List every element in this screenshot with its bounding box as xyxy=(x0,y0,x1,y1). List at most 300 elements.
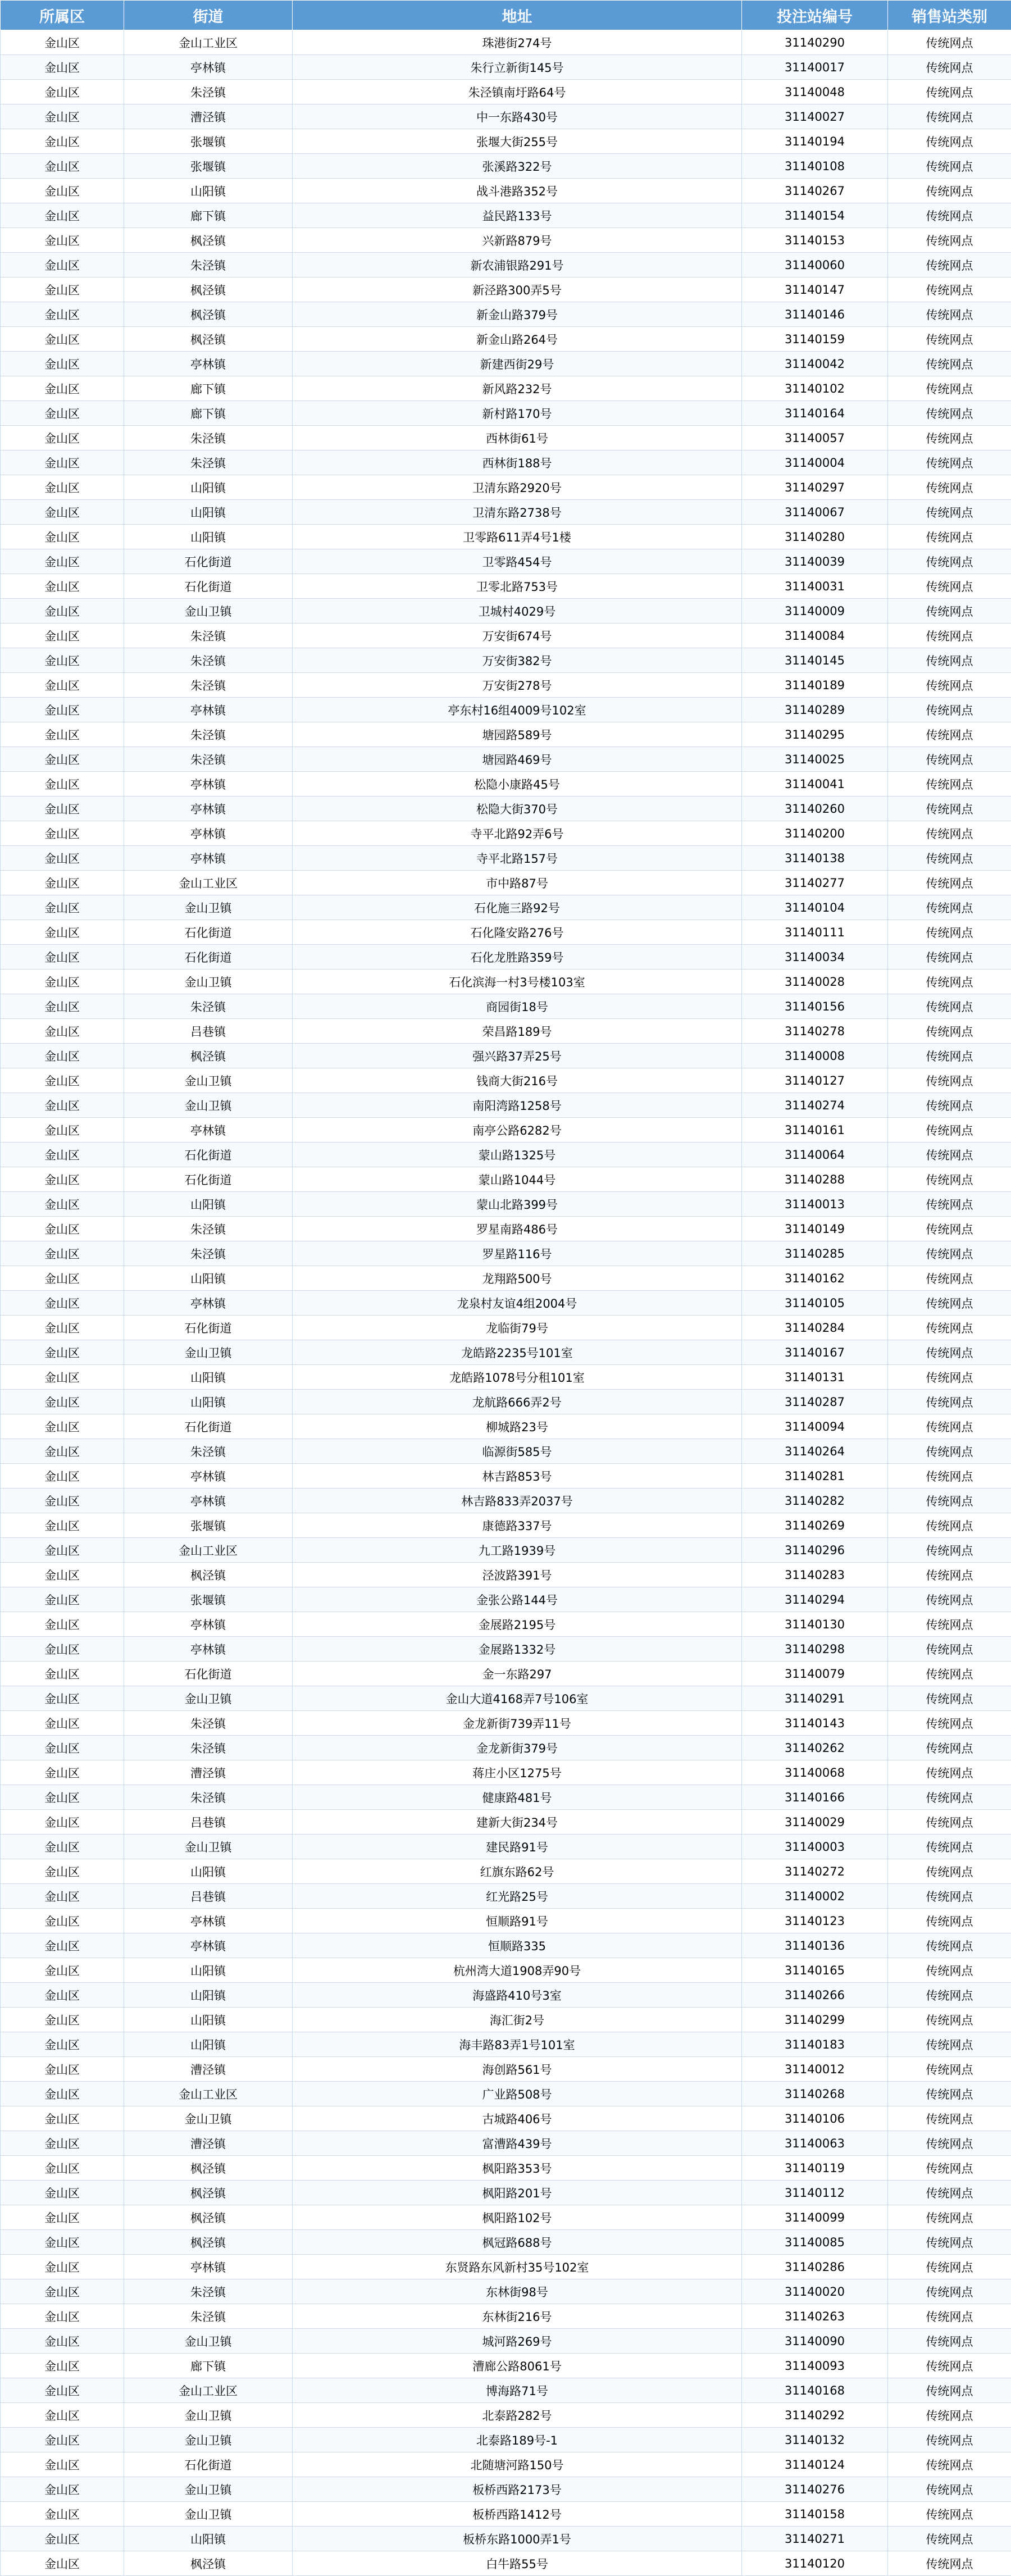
cell-street: 金山卫镇 xyxy=(124,970,293,994)
cell-street: 亭林镇 xyxy=(124,352,293,376)
table-row xyxy=(1,1365,1011,1390)
cell-station-id: 31140271 xyxy=(742,2527,888,2551)
cell-station-id: 31140299 xyxy=(742,2008,888,2032)
cell-station-type: 传统网点 xyxy=(888,747,1011,772)
cell-station-type: 传统网点 xyxy=(888,1612,1011,1637)
cell-street: 朱泾镇 xyxy=(124,722,293,747)
cell-address: 林吉路853号 xyxy=(293,1464,742,1489)
cell-station-id: 31140283 xyxy=(742,1563,888,1587)
cell-district: 金山区 xyxy=(1,648,124,673)
cell-station-id: 31140039 xyxy=(742,549,888,574)
table-row xyxy=(1,994,1011,1019)
table-row xyxy=(1,1266,1011,1291)
cell-station-type: 传统网点 xyxy=(888,1587,1011,1612)
cell-station-type: 传统网点 xyxy=(888,2106,1011,2131)
cell-address: 卫清东路2738号 xyxy=(293,500,742,525)
cell-district: 金山区 xyxy=(1,302,124,327)
table-row xyxy=(1,1316,1011,1340)
cell-district: 金山区 xyxy=(1,2255,124,2279)
table-row xyxy=(1,945,1011,970)
cell-station-type: 传统网点 xyxy=(888,1390,1011,1414)
cell-station-id: 31140147 xyxy=(742,277,888,302)
table-row xyxy=(1,1612,1011,1637)
cell-district: 金山区 xyxy=(1,2032,124,2057)
cell-address: 万安街674号 xyxy=(293,623,742,648)
cell-street: 朱泾镇 xyxy=(124,1711,293,1736)
cell-station-id: 31140064 xyxy=(742,1143,888,1167)
cell-station-id: 31140276 xyxy=(742,2477,888,2502)
cell-district: 金山区 xyxy=(1,1340,124,1365)
cell-station-id: 31140288 xyxy=(742,1167,888,1192)
cell-address: 万安街278号 xyxy=(293,673,742,698)
cell-station-id: 31140120 xyxy=(742,2551,888,2576)
cell-station-id: 31140274 xyxy=(742,1093,888,1118)
table-row xyxy=(1,549,1011,574)
cell-address: 建新大街234号 xyxy=(293,1810,742,1835)
table-row xyxy=(1,1983,1011,2008)
cell-address: 枫冠路688号 xyxy=(293,2230,742,2255)
cell-district: 金山区 xyxy=(1,1316,124,1340)
cell-street: 枫泾镇 xyxy=(124,302,293,327)
cell-station-type: 传统网点 xyxy=(888,945,1011,970)
table-row xyxy=(1,2131,1011,2156)
cell-station-id: 31140154 xyxy=(742,203,888,228)
cell-station-id: 31140284 xyxy=(742,1316,888,1340)
cell-station-id: 31140286 xyxy=(742,2255,888,2279)
cell-station-type: 传统网点 xyxy=(888,2205,1011,2230)
cell-station-id: 31140267 xyxy=(742,179,888,203)
table-row xyxy=(1,1464,1011,1489)
cell-station-type: 传统网点 xyxy=(888,673,1011,698)
cell-station-type: 传统网点 xyxy=(888,525,1011,549)
cell-street: 山阳镇 xyxy=(124,1192,293,1217)
cell-district: 金山区 xyxy=(1,2082,124,2106)
cell-street: 山阳镇 xyxy=(124,500,293,525)
table-row xyxy=(1,2378,1011,2403)
cell-street: 石化街道 xyxy=(124,920,293,945)
cell-station-id: 31140200 xyxy=(742,821,888,846)
cell-station-type: 传统网点 xyxy=(888,277,1011,302)
cell-street: 吕巷镇 xyxy=(124,1810,293,1835)
table-row xyxy=(1,55,1011,80)
cell-district: 金山区 xyxy=(1,698,124,722)
cell-district: 金山区 xyxy=(1,1044,124,1068)
cell-street: 枫泾镇 xyxy=(124,277,293,302)
cell-district: 金山区 xyxy=(1,945,124,970)
cell-station-id: 31140194 xyxy=(742,129,888,154)
cell-station-type: 传统网点 xyxy=(888,2304,1011,2329)
cell-district: 金山区 xyxy=(1,352,124,376)
table-row xyxy=(1,2008,1011,2032)
cell-station-id: 31140294 xyxy=(742,1587,888,1612)
cell-street: 山阳镇 xyxy=(124,1365,293,1390)
cell-station-id: 31140145 xyxy=(742,648,888,673)
cell-station-type: 传统网点 xyxy=(888,376,1011,401)
cell-station-type: 传统网点 xyxy=(888,302,1011,327)
cell-address: 西林街61号 xyxy=(293,426,742,450)
cell-address: 板桥西路2173号 xyxy=(293,2477,742,2502)
table-row xyxy=(1,1414,1011,1439)
cell-district: 金山区 xyxy=(1,179,124,203)
cell-station-id: 31140295 xyxy=(742,722,888,747)
header-station-id: 投注站编号 xyxy=(742,1,888,30)
table-row xyxy=(1,574,1011,599)
cell-station-type: 传统网点 xyxy=(888,2452,1011,2477)
cell-station-type: 传统网点 xyxy=(888,2131,1011,2156)
cell-street: 石化街道 xyxy=(124,1414,293,1439)
cell-address: 龙泉村友谊4组2004号 xyxy=(293,1291,742,1316)
table-row xyxy=(1,1810,1011,1835)
cell-district: 金山区 xyxy=(1,154,124,179)
cell-station-type: 传统网点 xyxy=(888,1983,1011,2008)
cell-street: 枫泾镇 xyxy=(124,2205,293,2230)
table-row xyxy=(1,80,1011,104)
cell-station-id: 31140106 xyxy=(742,2106,888,2131)
cell-address: 龙翔路500号 xyxy=(293,1266,742,1291)
cell-street: 漕泾镇 xyxy=(124,104,293,129)
cell-station-type: 传统网点 xyxy=(888,1538,1011,1563)
cell-district: 金山区 xyxy=(1,1118,124,1143)
cell-address: 石化滨海一村3号楼103室 xyxy=(293,970,742,994)
cell-district: 金山区 xyxy=(1,1859,124,1884)
cell-station-id: 31140017 xyxy=(742,55,888,80)
cell-station-type: 传统网点 xyxy=(888,1093,1011,1118)
table-row xyxy=(1,2403,1011,2428)
cell-address: 朱泾镇南圩路64号 xyxy=(293,80,742,104)
cell-address: 康德路337号 xyxy=(293,1513,742,1538)
cell-address: 金展路2195号 xyxy=(293,1612,742,1637)
cell-district: 金山区 xyxy=(1,846,124,871)
cell-address: 西林街188号 xyxy=(293,450,742,475)
cell-station-type: 传统网点 xyxy=(888,203,1011,228)
cell-station-id: 31140031 xyxy=(742,574,888,599)
cell-station-type: 传统网点 xyxy=(888,1143,1011,1167)
table-row xyxy=(1,1958,1011,1983)
cell-address: 金龙新街379号 xyxy=(293,1736,742,1760)
cell-station-id: 31140012 xyxy=(742,2057,888,2082)
cell-address: 恒顺路91号 xyxy=(293,1909,742,1933)
cell-station-id: 31140162 xyxy=(742,1266,888,1291)
cell-address: 建民路91号 xyxy=(293,1835,742,1859)
cell-district: 金山区 xyxy=(1,2329,124,2354)
header-row xyxy=(1,1,1011,30)
table-row xyxy=(1,1390,1011,1414)
table-row xyxy=(1,920,1011,945)
cell-address: 中一东路430号 xyxy=(293,104,742,129)
cell-street: 山阳镇 xyxy=(124,1390,293,1414)
cell-district: 金山区 xyxy=(1,1835,124,1859)
table-row xyxy=(1,2205,1011,2230)
cell-address: 龙临街79号 xyxy=(293,1316,742,1340)
cell-address: 枫阳路201号 xyxy=(293,2181,742,2205)
cell-district: 金山区 xyxy=(1,2428,124,2452)
cell-street: 朱泾镇 xyxy=(124,450,293,475)
cell-district: 金山区 xyxy=(1,1464,124,1489)
cell-station-id: 31140168 xyxy=(742,2378,888,2403)
table-row xyxy=(1,1118,1011,1143)
cell-station-type: 传统网点 xyxy=(888,2378,1011,2403)
cell-address: 枫阳路353号 xyxy=(293,2156,742,2181)
table-row xyxy=(1,1587,1011,1612)
table-row xyxy=(1,401,1011,426)
cell-address: 金展路1332号 xyxy=(293,1637,742,1662)
cell-street: 石化街道 xyxy=(124,1316,293,1340)
cell-district: 金山区 xyxy=(1,2304,124,2329)
cell-street: 枫泾镇 xyxy=(124,1044,293,1068)
cell-station-id: 31140085 xyxy=(742,2230,888,2255)
cell-district: 金山区 xyxy=(1,228,124,253)
cell-address: 寺平北路157号 xyxy=(293,846,742,871)
cell-station-id: 31140112 xyxy=(742,2181,888,2205)
cell-street: 亭林镇 xyxy=(124,1291,293,1316)
cell-address: 泾波路391号 xyxy=(293,1563,742,1587)
cell-street: 金山卫镇 xyxy=(124,1835,293,1859)
cell-street: 朱泾镇 xyxy=(124,1439,293,1464)
table-row xyxy=(1,1513,1011,1538)
cell-station-type: 传统网点 xyxy=(888,722,1011,747)
table-row xyxy=(1,1068,1011,1093)
cell-street: 金山工业区 xyxy=(124,2082,293,2106)
cell-address: 松隐小康路45号 xyxy=(293,772,742,797)
table-row xyxy=(1,2502,1011,2527)
cell-station-type: 传统网点 xyxy=(888,1686,1011,1711)
cell-station-type: 传统网点 xyxy=(888,1019,1011,1044)
cell-station-type: 传统网点 xyxy=(888,821,1011,846)
cell-district: 金山区 xyxy=(1,2403,124,2428)
cell-station-id: 31140063 xyxy=(742,2131,888,2156)
cell-street: 朱泾镇 xyxy=(124,253,293,277)
table-row xyxy=(1,599,1011,623)
cell-station-type: 传统网点 xyxy=(888,1662,1011,1686)
cell-station-type: 传统网点 xyxy=(888,1044,1011,1068)
cell-station-type: 传统网点 xyxy=(888,871,1011,895)
cell-station-type: 传统网点 xyxy=(888,401,1011,426)
cell-address: 新建西街29号 xyxy=(293,352,742,376)
cell-street: 亭林镇 xyxy=(124,846,293,871)
table-row xyxy=(1,1909,1011,1933)
cell-district: 金山区 xyxy=(1,2477,124,2502)
cell-street: 枫泾镇 xyxy=(124,2230,293,2255)
table-row xyxy=(1,1785,1011,1810)
cell-street: 亭林镇 xyxy=(124,1489,293,1513)
cell-district: 金山区 xyxy=(1,1513,124,1538)
cell-district: 金山区 xyxy=(1,599,124,623)
table-row xyxy=(1,1241,1011,1266)
table-row xyxy=(1,277,1011,302)
cell-district: 金山区 xyxy=(1,1711,124,1736)
table-row xyxy=(1,1489,1011,1513)
cell-address: 亭东村16组4009号102室 xyxy=(293,698,742,722)
cell-street: 漕泾镇 xyxy=(124,2131,293,2156)
cell-street: 金山工业区 xyxy=(124,871,293,895)
table-row xyxy=(1,1736,1011,1760)
cell-address: 龙皓路1078号分租101室 xyxy=(293,1365,742,1390)
table-row xyxy=(1,1662,1011,1686)
cell-district: 金山区 xyxy=(1,1439,124,1464)
cell-district: 金山区 xyxy=(1,747,124,772)
cell-district: 金山区 xyxy=(1,1810,124,1835)
cell-address: 广业路508号 xyxy=(293,2082,742,2106)
cell-district: 金山区 xyxy=(1,1736,124,1760)
table-row xyxy=(1,1563,1011,1587)
cell-street: 亭林镇 xyxy=(124,1464,293,1489)
cell-district: 金山区 xyxy=(1,55,124,80)
cell-station-type: 传统网点 xyxy=(888,1933,1011,1958)
table-row xyxy=(1,2106,1011,2131)
cell-station-type: 传统网点 xyxy=(888,648,1011,673)
table-row xyxy=(1,525,1011,549)
cell-district: 金山区 xyxy=(1,2131,124,2156)
cell-station-type: 传统网点 xyxy=(888,475,1011,500)
table-row xyxy=(1,1192,1011,1217)
cell-district: 金山区 xyxy=(1,426,124,450)
cell-address: 石化隆安路276号 xyxy=(293,920,742,945)
cell-district: 金山区 xyxy=(1,2181,124,2205)
cell-district: 金山区 xyxy=(1,1266,124,1291)
cell-address: 卫清东路2920号 xyxy=(293,475,742,500)
cell-district: 金山区 xyxy=(1,549,124,574)
cell-station-type: 传统网点 xyxy=(888,2057,1011,2082)
cell-street: 石化街道 xyxy=(124,945,293,970)
cell-address: 海创路561号 xyxy=(293,2057,742,2082)
cell-address: 塘园路469号 xyxy=(293,747,742,772)
cell-station-type: 传统网点 xyxy=(888,2354,1011,2378)
cell-station-type: 传统网点 xyxy=(888,549,1011,574)
table-row xyxy=(1,203,1011,228)
table-row xyxy=(1,2156,1011,2181)
cell-station-type: 传统网点 xyxy=(888,1909,1011,1933)
cell-address: 新金山路379号 xyxy=(293,302,742,327)
cell-district: 金山区 xyxy=(1,1909,124,1933)
cell-station-type: 传统网点 xyxy=(888,2032,1011,2057)
cell-station-id: 31140028 xyxy=(742,970,888,994)
cell-district: 金山区 xyxy=(1,1489,124,1513)
cell-street: 朱泾镇 xyxy=(124,426,293,450)
cell-station-type: 传统网点 xyxy=(888,327,1011,352)
table-row xyxy=(1,2032,1011,2057)
cell-address: 南亭公路6282号 xyxy=(293,1118,742,1143)
table-row xyxy=(1,1884,1011,1909)
cell-station-type: 传统网点 xyxy=(888,1291,1011,1316)
cell-station-type: 传统网点 xyxy=(888,179,1011,203)
cell-street: 金山卫镇 xyxy=(124,2329,293,2354)
cell-address: 罗星南路486号 xyxy=(293,1217,742,1241)
cell-station-type: 传统网点 xyxy=(888,129,1011,154)
cell-station-type: 传统网点 xyxy=(888,2403,1011,2428)
cell-district: 金山区 xyxy=(1,1241,124,1266)
cell-district: 金山区 xyxy=(1,1958,124,1983)
cell-address: 蒙山北路399号 xyxy=(293,1192,742,1217)
cell-station-id: 31140003 xyxy=(742,1835,888,1859)
cell-station-id: 31140282 xyxy=(742,1489,888,1513)
cell-station-id: 31140285 xyxy=(742,1241,888,1266)
cell-station-id: 31140161 xyxy=(742,1118,888,1143)
cell-street: 朱泾镇 xyxy=(124,1217,293,1241)
cell-station-id: 31140281 xyxy=(742,1464,888,1489)
cell-district: 金山区 xyxy=(1,673,124,698)
cell-address: 红光路25号 xyxy=(293,1884,742,1909)
cell-street: 金山卫镇 xyxy=(124,1686,293,1711)
table-row xyxy=(1,2230,1011,2255)
cell-address: 板桥东路1000弄1号 xyxy=(293,2527,742,2551)
table-row xyxy=(1,2181,1011,2205)
cell-district: 金山区 xyxy=(1,525,124,549)
cell-address: 城河路269号 xyxy=(293,2329,742,2354)
cell-street: 廊下镇 xyxy=(124,203,293,228)
cell-street: 金山卫镇 xyxy=(124,599,293,623)
cell-station-type: 传统网点 xyxy=(888,1217,1011,1241)
table-row xyxy=(1,104,1011,129)
cell-station-type: 传统网点 xyxy=(888,2181,1011,2205)
cell-street: 山阳镇 xyxy=(124,525,293,549)
cell-station-type: 传统网点 xyxy=(888,1464,1011,1489)
cell-district: 金山区 xyxy=(1,129,124,154)
cell-street: 朱泾镇 xyxy=(124,994,293,1019)
table-row xyxy=(1,1835,1011,1859)
cell-street: 朱泾镇 xyxy=(124,623,293,648)
cell-street: 金山卫镇 xyxy=(124,2106,293,2131)
cell-station-id: 31140280 xyxy=(742,525,888,549)
cell-address: 张堰大街255号 xyxy=(293,129,742,154)
cell-district: 金山区 xyxy=(1,994,124,1019)
table-row xyxy=(1,747,1011,772)
table-row xyxy=(1,228,1011,253)
cell-address: 枫阳路102号 xyxy=(293,2205,742,2230)
cell-district: 金山区 xyxy=(1,80,124,104)
header-address: 地址 xyxy=(293,1,742,30)
cell-street: 朱泾镇 xyxy=(124,1785,293,1810)
table-row xyxy=(1,2354,1011,2378)
cell-street: 漕泾镇 xyxy=(124,1760,293,1785)
cell-station-id: 31140298 xyxy=(742,1637,888,1662)
cell-address: 北泰路189号-1 xyxy=(293,2428,742,2452)
cell-address: 龙航路666弄2号 xyxy=(293,1390,742,1414)
cell-district: 金山区 xyxy=(1,1662,124,1686)
cell-address: 杭州湾大道1908弄90号 xyxy=(293,1958,742,1983)
table-row xyxy=(1,1019,1011,1044)
cell-street: 吕巷镇 xyxy=(124,1019,293,1044)
cell-station-id: 31140289 xyxy=(742,698,888,722)
cell-station-id: 31140263 xyxy=(742,2304,888,2329)
cell-street: 朱泾镇 xyxy=(124,2304,293,2329)
table-row xyxy=(1,2082,1011,2106)
cell-street: 石化街道 xyxy=(124,2452,293,2477)
cell-address: 北随塘河路150号 xyxy=(293,2452,742,2477)
table-row xyxy=(1,179,1011,203)
cell-station-id: 31140094 xyxy=(742,1414,888,1439)
table-row xyxy=(1,1637,1011,1662)
table-row xyxy=(1,154,1011,179)
cell-street: 金山工业区 xyxy=(124,1538,293,1563)
cell-station-id: 31140108 xyxy=(742,154,888,179)
cell-station-id: 31140090 xyxy=(742,2329,888,2354)
cell-street: 亭林镇 xyxy=(124,2255,293,2279)
cell-station-id: 31140132 xyxy=(742,2428,888,2452)
cell-station-type: 传统网点 xyxy=(888,1859,1011,1884)
table-row xyxy=(1,1933,1011,1958)
table-row xyxy=(1,2279,1011,2304)
table-row xyxy=(1,1044,1011,1068)
cell-district: 金山区 xyxy=(1,2057,124,2082)
cell-station-type: 传统网点 xyxy=(888,2156,1011,2181)
cell-address: 海汇街2号 xyxy=(293,2008,742,2032)
cell-address: 临源街585号 xyxy=(293,1439,742,1464)
cell-station-id: 31140020 xyxy=(742,2279,888,2304)
cell-street: 亭林镇 xyxy=(124,797,293,821)
cell-station-id: 31140166 xyxy=(742,1785,888,1810)
cell-street: 吕巷镇 xyxy=(124,1884,293,1909)
cell-station-type: 传统网点 xyxy=(888,1760,1011,1785)
